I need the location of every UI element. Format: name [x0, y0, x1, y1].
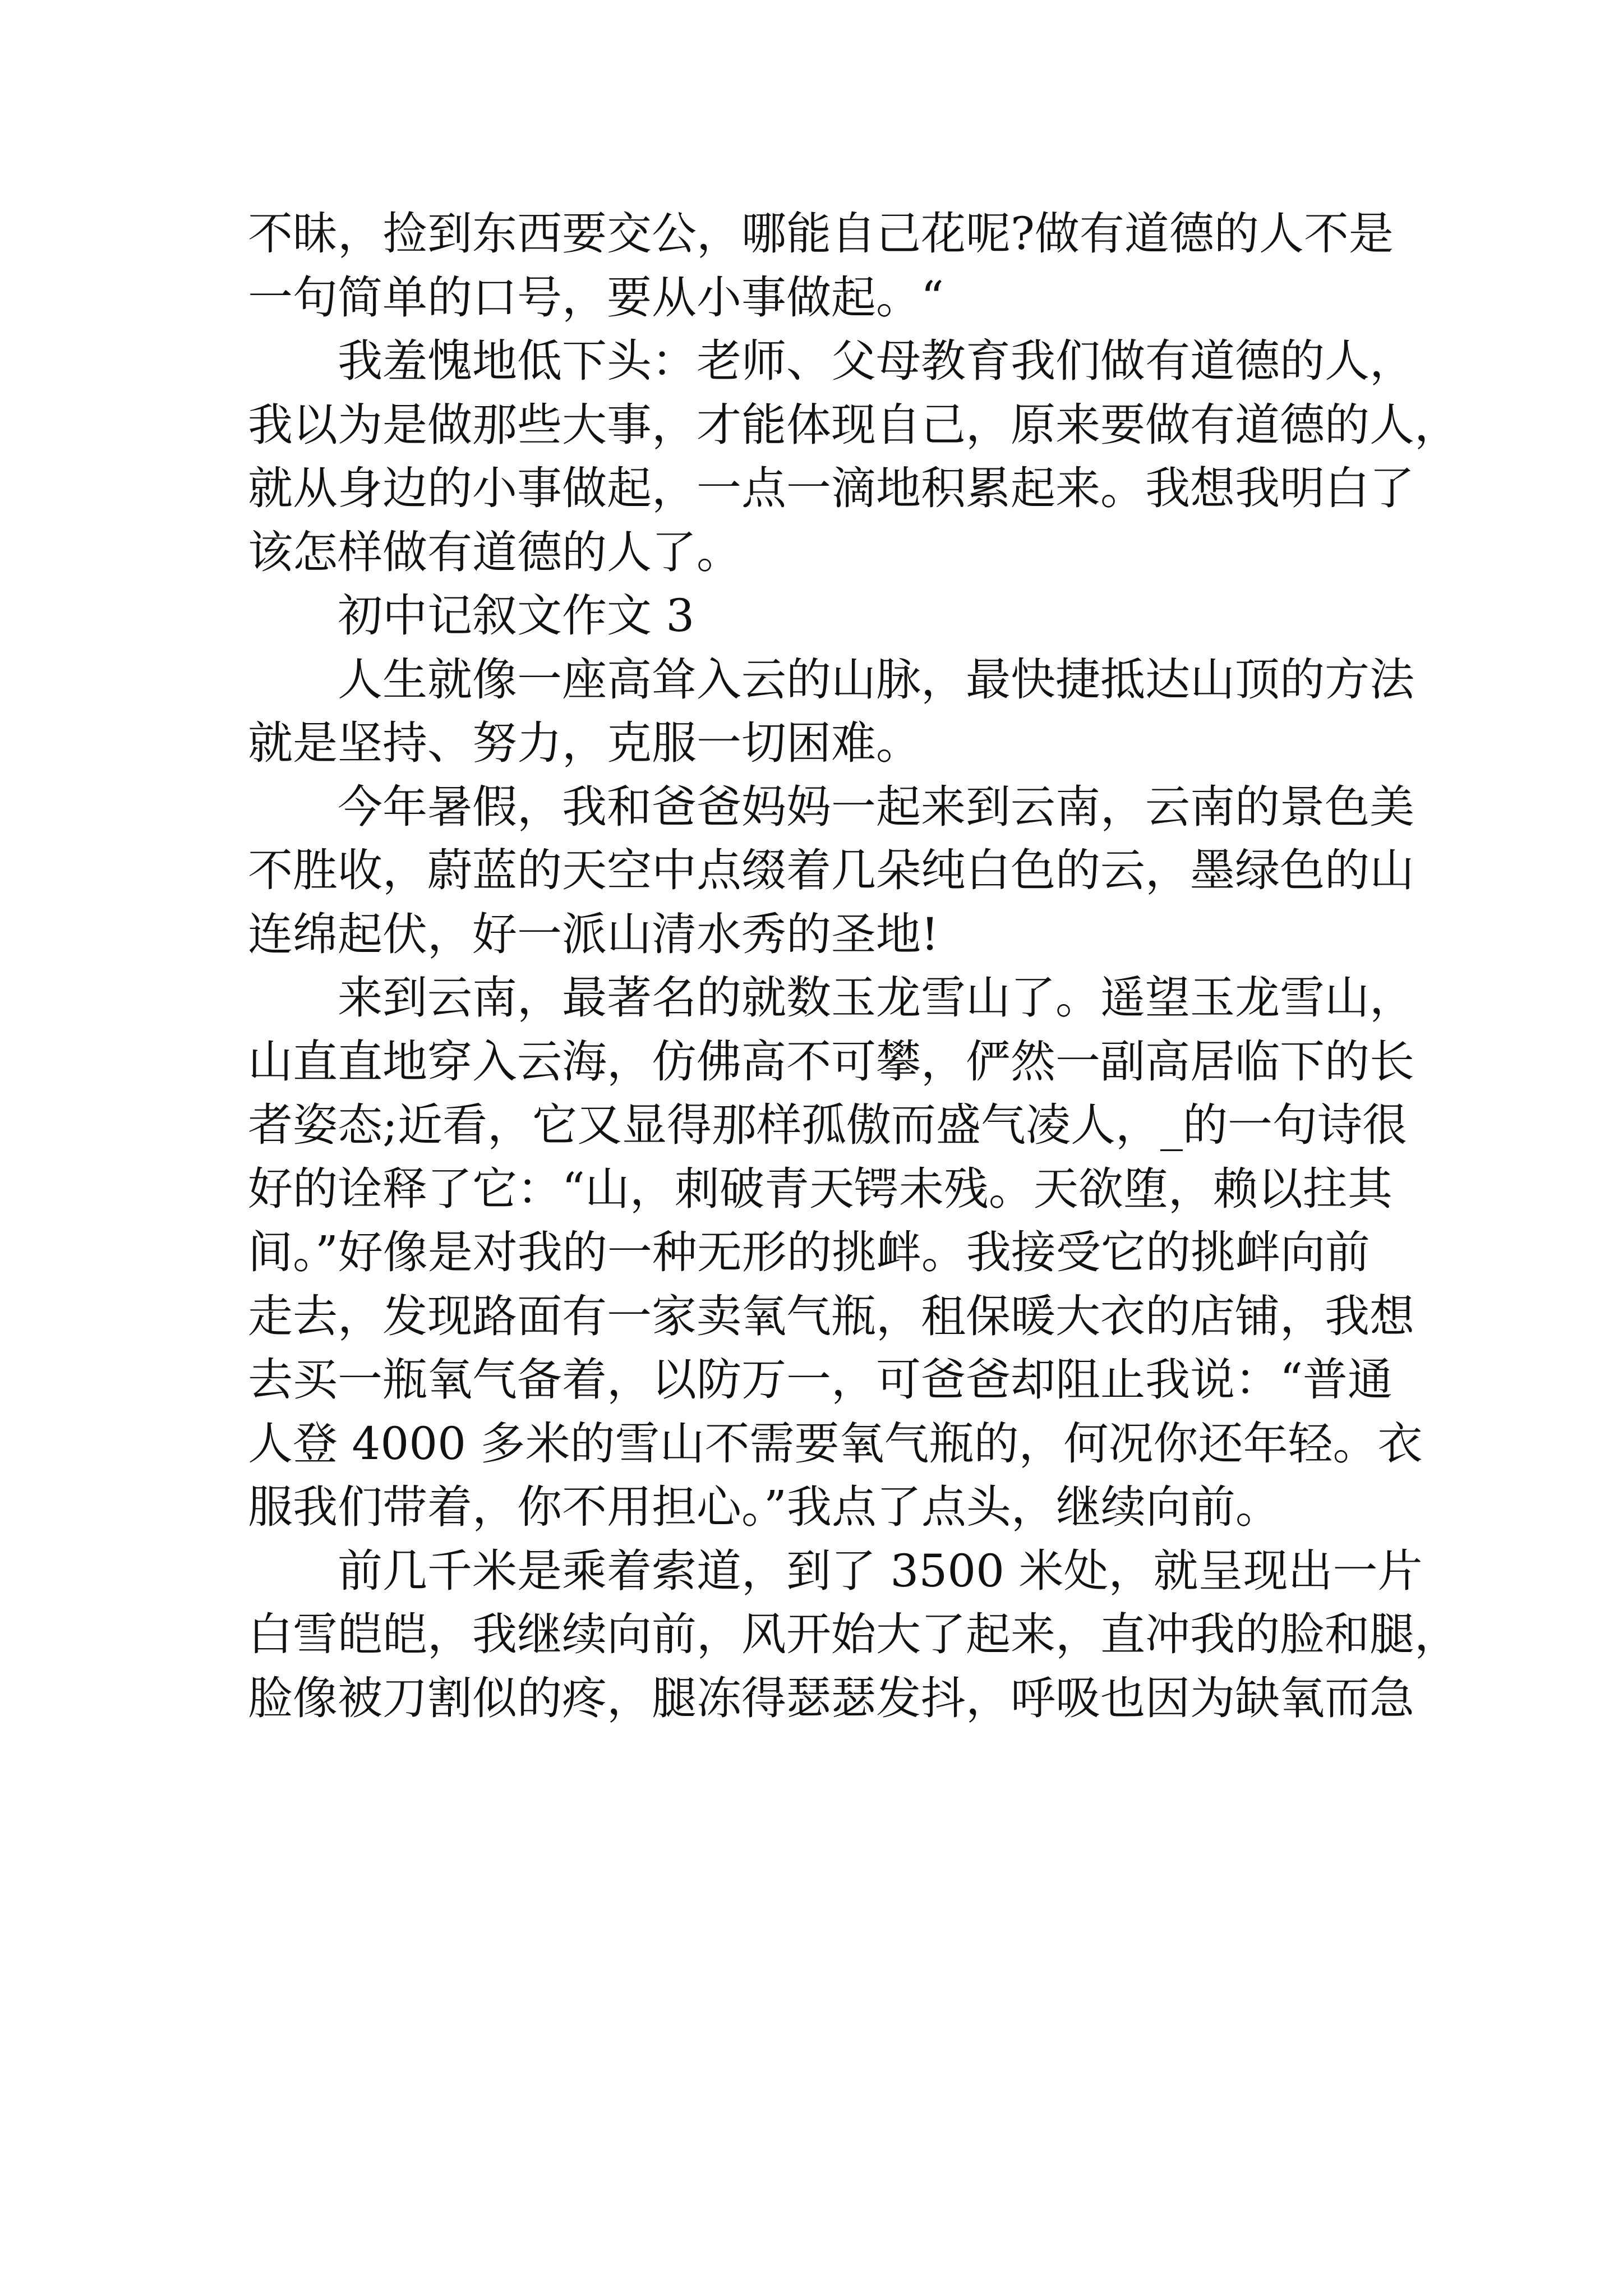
text-line: 前几千米是乘着索道，到了 3500 米处，就呈现出一片: [338, 1544, 1423, 1597]
text-line: 间。”好像是对我的一种无形的挑衅。我接受它的挑衅向前: [248, 1226, 1370, 1278]
text-line: 去买一瓶氧气备着，以防万一，可爸爸却阻止我说：“普通: [248, 1354, 1393, 1406]
text-line: 服我们带着，你不用担心。”我点了点头，继续向前。: [248, 1481, 1280, 1533]
text-line: 我以为是做那些大事，才能体现自己，原来要做有道德的人，: [248, 398, 1459, 451]
text-line: 白雪皑皑，我继续向前，风开始大了起来，直冲我的脸和腿，: [248, 1608, 1459, 1660]
text-line: 我羞愧地低下头：老师、父母教育我们做有道德的人，: [338, 335, 1414, 387]
document-body: [248, 202, 1459, 1730]
text-line: 来到云南，最著名的就数玉龙雪山了。遥望玉龙雪山，: [338, 972, 1414, 1024]
text-line: 该怎样做有道德的人了。: [248, 526, 741, 578]
text-line: 山直直地穿入云海，仿佛高不可攀，俨然一副高居临下的长: [248, 1035, 1414, 1088]
text-line: 脸像被刀割似的疼，腿冻得瑟瑟发抖，呼吸也因为缺氧而急: [248, 1672, 1414, 1724]
text-line: 人登 4000 多米的雪山不需要氧气瓶的，何况你还年轻。衣: [248, 1417, 1423, 1470]
section-heading: 初中记叙文作文 3: [338, 590, 695, 642]
text-line: 者姿态;近看，它又显得那样孤傲而盛气凌人，_的一句诗很: [248, 1099, 1407, 1151]
text-line: 就从身边的小事做起，一点一滴地积累起来。我想我明白了: [248, 462, 1414, 514]
text-line: 不昧，捡到东西要交公，哪能自己花呢?做有道德的人不是: [248, 208, 1394, 260]
text-line: 今年暑假，我和爸爸妈妈一起来到云南，云南的景色美: [338, 780, 1414, 833]
text-line: 连绵起伏，好一派山清水秀的圣地!: [248, 908, 939, 960]
text-line: 不胜收，蔚蓝的天空中点缀着几朵纯白色的云，墨绿色的山: [248, 844, 1414, 896]
text-line: 好的诠释了它：“山，刺破青天锷未残。天欲堕，赖以拄其: [248, 1162, 1393, 1215]
text-line: 就是坚持、努力，克服一切困难。: [248, 717, 921, 769]
text-line: 人生就像一座高耸入云的山脉，最快捷抵达山顶的方法: [338, 653, 1414, 706]
text-line: 一句简单的口号，要从小事做起。“: [248, 271, 944, 324]
text-line: 走去，发现路面有一家卖氧气瓶，租保暖大衣的店铺，我想: [248, 1290, 1414, 1342]
